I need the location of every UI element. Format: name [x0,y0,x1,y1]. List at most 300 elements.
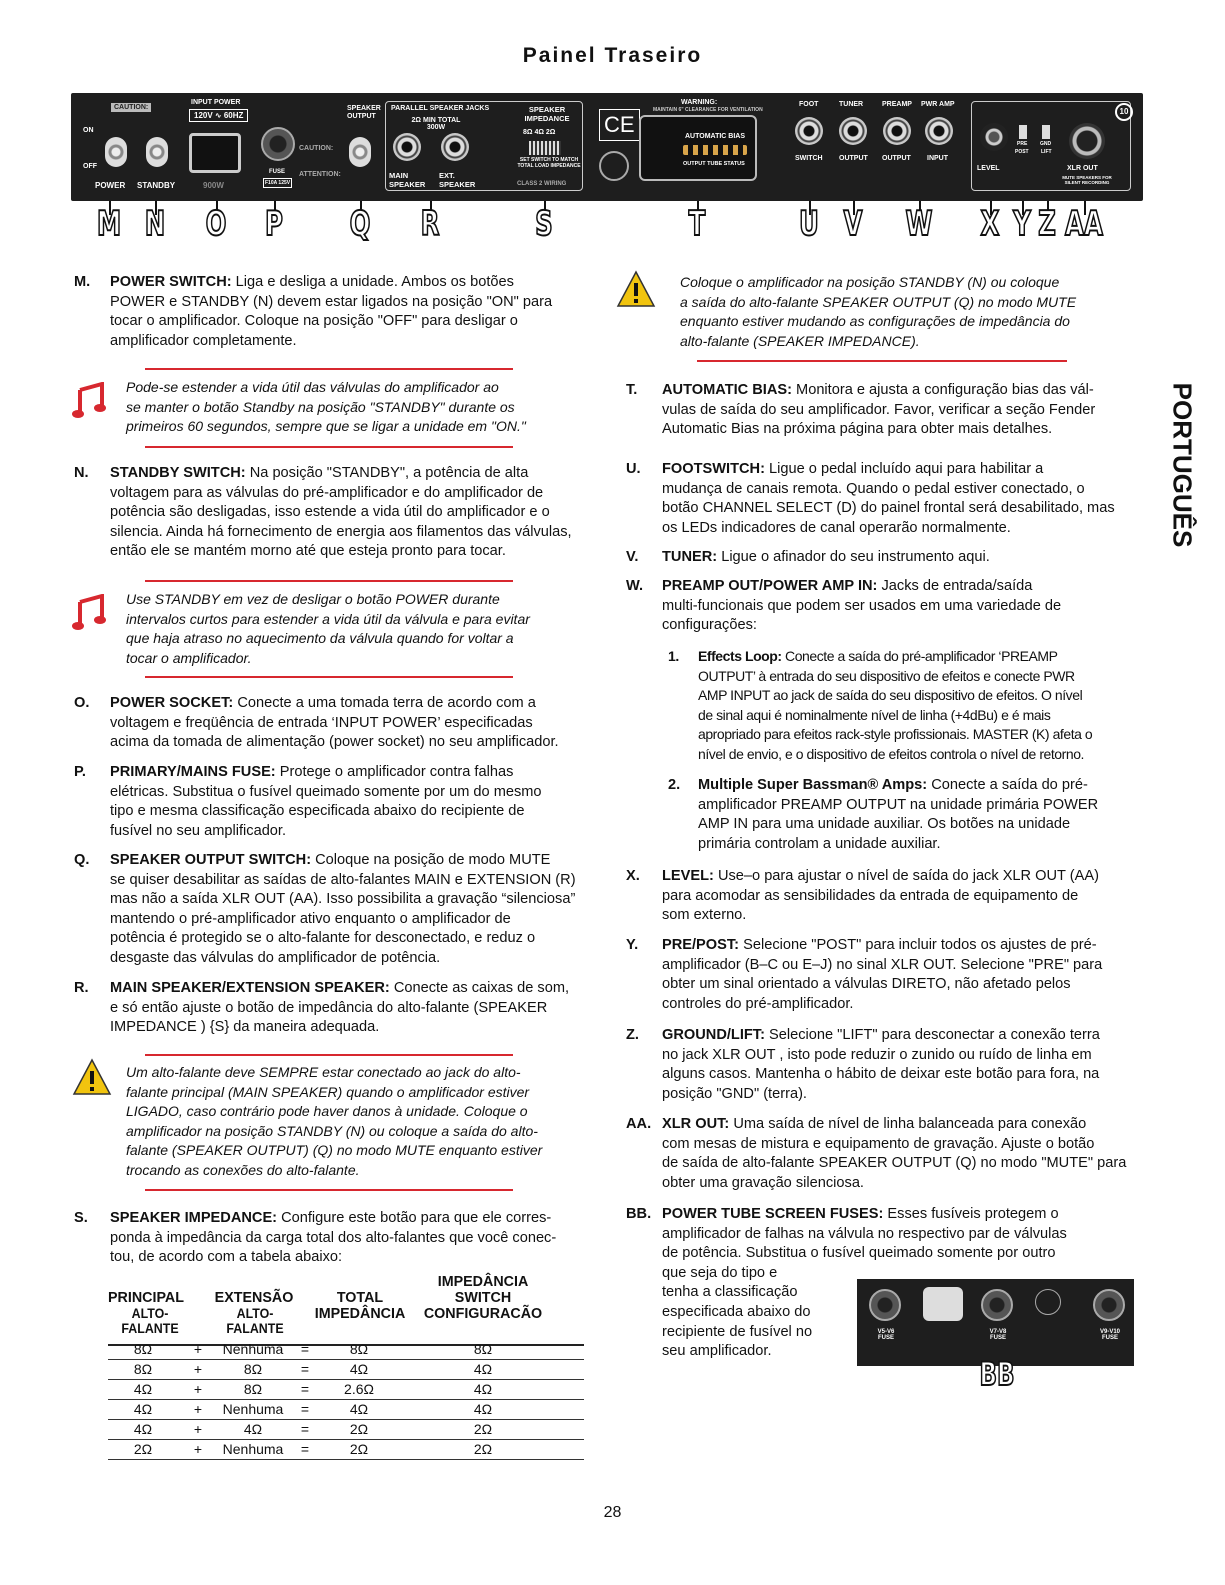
power-label: POWER [95,181,126,190]
item-p [74,763,594,843]
warning-text [680,273,1076,351]
item-label: POWER SOCKET: [110,695,234,711]
callout-bb: BB [979,1355,1015,1393]
item-line: elétricas. Substitua o fusível queimado somente por um do mesmo [110,783,542,800]
sub-item-line: AMP INPUT ao jack de saída do seu dispositivo de efeitos. O nível [698,687,1083,704]
item-line: Jacks de entrada/saída [881,578,1033,594]
fuse-rating-label: F10A 125V [265,180,291,186]
item-key: T. [626,382,638,398]
item-line: Selecione "LIFT" para desconectar a conexão terra [769,1027,1100,1043]
item-label: POWER SWITCH: [110,274,232,290]
impedance-switch-image [529,141,561,155]
power-toggle-image [105,137,127,167]
cell-extensao: 8Ω [243,1381,263,1397]
item-line: seu amplificador. [662,1343,772,1360]
item-line: tipo e mesma classificação especificada abaixo do recipiente de [110,803,525,820]
cell-switch: 4Ω [473,1401,493,1417]
item-key: N. [74,465,89,481]
item-v [626,548,1146,568]
impedance-values: 8Ω 4Ω 2Ω [523,129,556,136]
table-row [108,1440,584,1460]
cell-total: 2Ω [349,1421,369,1437]
item-line: mas não a saída XLR OUT (AA). Isso possibilita a gravação “silenciosa” [110,891,576,908]
item-line: silencia. Ainda há fornecimento de energia aos filamentos das válvulas, [110,523,572,540]
warning-triangle-icon [616,269,656,309]
cell-switch: 8Ω [473,1341,493,1357]
callout-r: R [420,204,440,244]
item-line: então ele se mantém morno até que esteja pronto para tocar. [110,543,506,560]
note-line: tocar o amplificador. [126,649,252,666]
item-line: alguns casos. Mantenha o hábito de deixar este botão para fora, na [662,1066,1100,1083]
header-principal-sub: ALTO-FALANTE [121,1306,179,1336]
pse-mark-icon [1035,1289,1061,1315]
item-line: Automatic Bias na próxima página para obter mais detalhes. [662,421,1053,438]
item-line: especificada abaixo do [662,1303,811,1320]
callout-n: N [144,204,166,244]
item-body [110,273,552,351]
sub-item-effects-loop [668,647,1148,767]
header-principal: PRINCIPAL [108,1290,184,1306]
language-label: PORTUGUÊS [1167,382,1198,548]
pwr-amp-input-label: INPUT [927,155,948,162]
callout-o: O [205,204,227,244]
item-line: com mesas de mistura e equipamento de gravação. Ajuste o botão [662,1135,1095,1152]
cell-plus: + [193,1361,203,1377]
table-row [108,1420,584,1440]
cell-total: 4Ω [349,1401,369,1417]
item-line: vulas de saída do seu amplificador. Favor, verificar a seção Fender [662,401,1096,418]
preamp-label: PREAMP [882,101,912,108]
item-line: amplificador de falhas na válvula no respectivo par de válvulas [662,1225,1067,1242]
item-line: POWER e STANDBY (N) devem estar ligados na posição "ON" para [110,293,553,310]
item-key: BB. [626,1206,652,1222]
cell-plus: + [193,1341,203,1357]
item-line: de saída de alto-falante SPEAKER OUTPUT (Q) no modo "MUTE" para [662,1155,1127,1172]
warning-line: LIGADO, caso contrário pode haver danos à unidade. Coloque o [126,1103,528,1120]
speaker-output-toggle-image [349,137,371,167]
class-wiring-label: CLASS 2 WIRING [517,181,567,187]
caution-label-2: CAUTION: [299,145,334,152]
input-power-label: INPUT POWER [191,99,241,106]
sub-item-line: amplificador PREAMP OUTPUT na unidade primária POWER [698,796,1099,813]
item-line: no jack XLR OUT , isto pode reduzir o zunido ou ruído de linha em [662,1046,1092,1063]
item-label: GROUND/LIFT: [662,1027,765,1043]
cell-principal: 2Ω [133,1441,153,1457]
item-o [74,694,594,754]
item-line: mantendo o pré-amplificador ativo enquanto o amplificador de [110,910,511,927]
sub-item-label: Multiple Super Bassman® Amps: [698,777,928,793]
item-body [110,1209,556,1268]
item-w [626,577,1146,637]
item-label: STANDBY SWITCH: [110,465,246,481]
sub-item-line: apropriado para efeitos rack-style profissionais. MASTER (K) afeta o [698,726,1093,743]
callout-aa: AA [1065,204,1103,244]
cell-total: 2Ω [349,1441,369,1457]
item-key: P. [74,764,86,780]
caution-label: CAUTION: [111,103,151,112]
fuse-holder-image [981,1289,1013,1321]
fuse-holder-image [261,127,295,161]
item-line: Conecte as caixas de som, [393,980,570,996]
ce-mark: CE [599,109,640,141]
sub-item-line: Conecte a saída do pré- [931,777,1088,793]
fuse-holder-image [1093,1289,1125,1321]
cell-extensao: 8Ω [243,1361,263,1377]
note-text [126,378,526,437]
fuse-holder-image [869,1289,901,1321]
item-key: V. [626,549,639,565]
switch-label: SWITCH [795,155,823,162]
warning-impedance-change [614,273,1134,355]
item-t [626,381,1146,441]
fuse-label: V7-V8 FUSE [989,1329,1007,1341]
note-divider [145,368,513,370]
item-key: S. [74,1210,88,1226]
rear-panel-image [71,93,1143,201]
voltage-label: 120V ∿ 60HZ [189,109,248,122]
pre-label: PRE [1017,141,1028,147]
sub-item-number: 1. [668,648,679,664]
item-line: Selecione "POST" para incluir todos os ajustes de pré- [743,937,1097,953]
cell-total: 2.6Ω [344,1381,374,1397]
speaker-impedance-label: SPEAKER IMPEDANCE [524,105,570,123]
header-imp: IMPEDÂNCIA [437,1274,529,1290]
warning-line: Coloque o amplificador na posição STANDBY (N) ou coloque [680,274,1060,290]
item-line: para acomodar as sensibilidades da entrada de equipamento de [662,887,1079,904]
cell-equals: = [300,1401,310,1417]
sub-item-number: 2. [668,777,681,793]
warning-text [126,1063,542,1181]
item-label: PREAMP OUT/POWER AMP IN: [662,578,878,594]
auto-bias-label: AUTOMATIC BIAS [685,133,746,140]
level-knob-image [980,123,1008,151]
item-body [662,936,1102,1014]
fuse-label: V9-V10 FUSE [1099,1329,1120,1341]
item-label: MAIN SPEAKER/EXTENSION SPEAKER: [110,980,390,996]
note-line: intervalos curtos para estender a vida útil da válvula e para evitar [126,610,530,627]
warning-line: trocando as conexões do alto-falante. [126,1161,360,1178]
gnd-label: GND [1040,141,1052,147]
cell-equals: = [300,1441,310,1457]
item-line: Ligue o afinador do seu instrumento aqui. [721,549,990,565]
item-line: desgaste das válvulas do amplificador de potência. [110,949,441,966]
music-note-icon [72,382,106,418]
item-key: R. [74,980,89,996]
tuner-label: TUNER [839,101,864,108]
note-line: primeiros 60 segundos, sempre que se ligar a unidade em "ON." [126,418,526,435]
header-switch: SWITCH [454,1290,512,1306]
item-line: mudança de canais remota. Quando o pedal estiver conectado, o [662,480,1085,497]
item-line: Ligue o pedal incluído aqui para habilitar a [769,461,1044,477]
item-label: PRE/POST: [662,937,740,953]
fuse-label: V5-V6 FUSE [877,1329,895,1341]
header-config: CONFIGURACÃO [423,1306,543,1322]
item-line: botão CHANNEL SELECT (D) do painel frontal será desabilitado, mas [662,500,1115,517]
warning-divider [697,360,1067,362]
item-q [74,851,594,971]
pre-post-switch-image [1019,125,1027,139]
warning-label: WARNING: [681,99,718,106]
callout-letters [71,201,1143,247]
item-line: Protege o amplificador contra falhas [279,764,514,780]
off-label: OFF [83,163,97,170]
cell-principal: 8Ω [133,1341,153,1357]
cell-principal: 8Ω [133,1361,153,1377]
cell-equals: = [300,1361,310,1377]
impedance-table [108,1272,588,1472]
item-line: configurações: [662,617,757,634]
table-row [108,1360,584,1380]
item-u [626,460,1146,540]
cell-plus: + [193,1401,203,1417]
warning-line: a saída do alto-falante SPEAKER OUTPUT (Q) no modo MUTE [680,293,1077,310]
standby-toggle-image [146,137,168,167]
item-n [74,464,594,564]
cell-extensao: Nenhuma [222,1441,284,1457]
note-divider [145,676,513,678]
item-line: potência é protegido se o alto-falante for desconectado, e reduz o [110,930,536,947]
fuse-label: FUSE [269,169,286,175]
note-standby-tip [72,378,592,438]
wattage-label: 900W [203,181,224,190]
note-line: se manter o botão Standby na posição "STANDBY" durante os [126,398,515,415]
music-note-icon [72,594,106,630]
item-line: tenha a classificação [662,1284,798,1301]
warning-line: amplificador na posição STANDBY (N) ou coloque a saída do alto- [126,1122,538,1139]
callout-u: U [799,204,819,244]
note-line: Pode-se estender a vida útil das válvulas do amplificador ao [126,379,499,395]
item-line: de potência. Substitua o fusível queimado somente por outro [662,1245,1056,1262]
item-line: multi-funcionais que podem ser usados em uma variedade de [662,597,1062,614]
cell-extensao: 4Ω [243,1421,263,1437]
sub-item-line: nível de envio, e o dispositivo de efeitos controla o nível de retorno. [698,745,1084,762]
parallel-jacks-label: PARALLEL SPEAKER JACKS [391,105,490,112]
header-total-sub: IMPEDÂNCIA [314,1306,406,1322]
item-label: AUTOMATIC BIAS: [662,382,792,398]
power-socket-image [189,133,241,173]
cell-plus: + [193,1441,203,1457]
item-x [626,867,1146,927]
item-body [662,1115,1126,1193]
tuner-jack-image [839,117,867,145]
tuner-output-label: OUTPUT [839,155,868,162]
attention-label: ATTENTION: [299,171,341,178]
item-key: X. [626,868,640,884]
item-label: SPEAKER OUTPUT SWITCH: [110,852,312,868]
sub-item-line: AMP IN para uma unidade auxiliar. Os botões na unidade [698,816,1071,833]
cell-extensao: Nenhuma [222,1401,284,1417]
item-line: fusível no seu amplificador. [110,822,287,839]
item-line: tocar o amplificador. Coloque na posição "OFF" para desligar o [110,313,518,330]
table-row [108,1400,584,1420]
callout-x: X [980,204,1000,244]
level-label: LEVEL [977,165,1000,172]
note-standby-usage [72,590,592,670]
sub-item-line: OUTPUT’ à entrada do seu dispositivo de efeitos e conecte PWR [698,667,1075,684]
item-line: Uma saída de nível de linha balanceada para conexão [733,1116,1087,1132]
item-label: XLR OUT: [662,1116,730,1132]
item-key: Z. [626,1027,639,1043]
xlr-out-label: XLR OUT [1067,165,1098,172]
item-line: obter um sinal orientado a válvulas DIRETO, não afetado pelos [662,976,1071,993]
cell-switch: 2Ω [473,1441,493,1457]
table-row [108,1380,584,1400]
item-line: Configure este botão para que ele corres- [281,1210,552,1226]
callout-w: W [905,204,933,244]
speaker-output-label: SPEAKER OUTPUT [347,105,381,120]
warning-divider [145,1054,513,1056]
cell-plus: + [193,1421,203,1437]
sub-item-line: de sinal aqui é nominalmente nível de linha (+4dBu) e é mais [698,706,1051,723]
callout-p: P [265,204,283,244]
tube-status-label: OUTPUT TUBE STATUS [683,161,745,167]
warning-line: Um alto-falante deve SEMPRE estar conectado ao jack do alto- [126,1064,521,1080]
note-divider [145,580,513,582]
item-line: som externo. [662,907,747,924]
item-label: POWER TUBE SCREEN FUSES: [662,1206,884,1222]
item-r [74,979,594,1039]
cell-principal: 4Ω [133,1421,153,1437]
item-line: Use–o para ajustar o nível de saída do jack XLR OUT (AA) [717,868,1099,884]
item-label: FOOTSWITCH: [662,461,765,477]
item-label: SPEAKER IMPEDANCE: [110,1210,278,1226]
main-speaker-label: MAIN SPEAKER [389,171,426,189]
item-body [662,577,1061,636]
callout-m: M [96,204,122,244]
table-row [108,1340,584,1360]
item-line: ponda à impedância da carga total dos alto-falantes que você conec- [110,1229,557,1246]
item-key: Q. [74,852,90,868]
item-line: voltagem e freqüência de entrada ‘INPUT POWER’ especificadas [110,714,533,731]
mute-note-label: MUTE SPEAKERS FOR SILENT RECORDING [1062,175,1112,185]
min-total-label: 2Ω MIN TOTAL 300W [411,117,461,131]
item-line: acima da tomada de alimentação (power socket) no seu amplificador. [110,734,559,751]
item-line: Esses fusíveis protegem o [887,1206,1059,1222]
item-line: Monitora e ajusta a configuração bias das vál- [796,382,1094,398]
item-line: Coloque na posição de modo MUTE [315,852,551,868]
post-label: POST [1015,149,1029,155]
item-line: Na posição "STANDBY", a potência de alta [249,465,529,481]
item-line: controles do pré-amplificador. [662,995,854,1012]
item-s [74,1209,594,1269]
warning-line: falante principal (MAIN SPEAKER) quando o amplificador estiver [126,1083,530,1100]
item-key: O. [74,695,90,711]
item-body [110,763,542,841]
item-line: IMPEDANCE ) {S} da maneira adequada. [110,1019,380,1036]
cell-total: 8Ω [349,1341,369,1357]
pwr-amp-in-jack-image [925,117,953,145]
ext-speaker-label: EXT. SPEAKER [439,171,476,189]
item-body [662,460,1115,538]
header-extensao: EXTENSÃO [214,1290,294,1306]
item-body [110,979,569,1038]
sub-item-body [698,647,1092,765]
footswitch-jack-image [795,117,823,145]
cell-equals: = [300,1341,310,1357]
gnd-lift-switch-image [1042,125,1050,139]
item-line: Conecte a uma tomada terra de acordo com a [237,695,536,711]
tube-status-leds [683,145,747,155]
warning-line: falante (SPEAKER OUTPUT) (Q) no modo MUTE enquanto estiver [126,1142,543,1159]
item-body [110,464,572,562]
callout-q: Q [349,204,371,244]
item-line: voltagem para as válvulas do pré-amplificador e do amplificador de [110,484,544,501]
preamp-out-jack-image [883,117,911,145]
warning-line: alto-falante (SPEAKER IMPEDANCE). [680,332,920,349]
sub-item-line: Conecte a saída do pré-amplificador ‘PREAMP [785,648,1058,664]
header-extensao-sub: ALTO-FALANTE [226,1306,284,1336]
pwr-amp-label: PWR AMP [921,101,955,108]
item-line: posição "GND" (terra). [662,1085,807,1102]
item-line: potência são desligadas, isso estende a vida útil do amplificador e o [110,504,550,521]
sub-item-label: Effects Loop: [698,648,782,664]
item-key: Y. [626,937,639,953]
item-key: M. [74,274,91,290]
item-aa [626,1115,1146,1195]
preamp-output-label: OUTPUT [882,155,911,162]
item-line: obter uma gravação silenciosa. [662,1174,864,1191]
item-body [662,1026,1100,1104]
item-body [662,548,990,568]
item-label: LEVEL: [662,868,714,884]
lift-label: LIFT [1041,149,1052,155]
main-speaker-jack-image [393,133,421,161]
cell-equals: = [300,1381,310,1397]
fuse-panel-image [857,1279,1134,1366]
item-label: PRIMARY/MAINS FUSE: [110,764,276,780]
xlr-jack-image [1069,123,1105,159]
cell-total: 4Ω [349,1361,369,1377]
item-line: tou, de acordo com a tabela abaixo: [110,1249,343,1266]
item-m [74,273,594,353]
callout-v: V [843,204,863,244]
item-line: os LEDs indicadores de canal operarão normalmente. [662,519,1011,536]
callout-s: S [535,204,553,244]
cell-switch: 4Ω [473,1361,493,1377]
panel-badge: 10 [1115,103,1133,121]
sub-item-body [698,776,1098,854]
item-key: W. [626,578,644,594]
item-key: AA. [626,1116,652,1132]
item-line: e só então ajuste o botão de impedância do alto-falante (SPEAKER [110,999,548,1016]
foot-label: FOOT [799,101,819,108]
cell-switch: 4Ω [473,1381,493,1397]
warning-line: enquanto estiver mudando as configurações de impedância do [680,313,1070,330]
item-line: amplificador completamente. [110,332,297,349]
item-y [626,936,1146,1016]
item-line: amplificador (B–C ou E–J) no sinal XLR OUT. Selecione "PRE" para [662,956,1103,973]
header-total: TOTAL [336,1290,384,1306]
cell-principal: 4Ω [133,1401,153,1417]
page-title: Painel Traseiro [522,44,703,67]
standby-label: STANDBY [137,181,176,190]
note-line: que haja atraso no aquecimento da válvula quando for voltar a [126,630,514,647]
callout-t: T [688,204,706,244]
on-label: ON [83,127,94,134]
warning-speaker-connected [72,1063,592,1183]
csa-mark-icon [599,151,629,181]
item-z [626,1026,1146,1106]
page-number: 28 [603,1504,622,1521]
cell-plus: + [193,1381,203,1397]
item-body [662,867,1099,926]
cell-extensao: Nenhuma [222,1341,284,1357]
language-tab [1162,382,1202,548]
callout-z: Z [1038,204,1056,244]
callout-y: Y [1013,204,1031,244]
item-body [662,381,1095,440]
ext-speaker-jack-image [441,133,469,161]
